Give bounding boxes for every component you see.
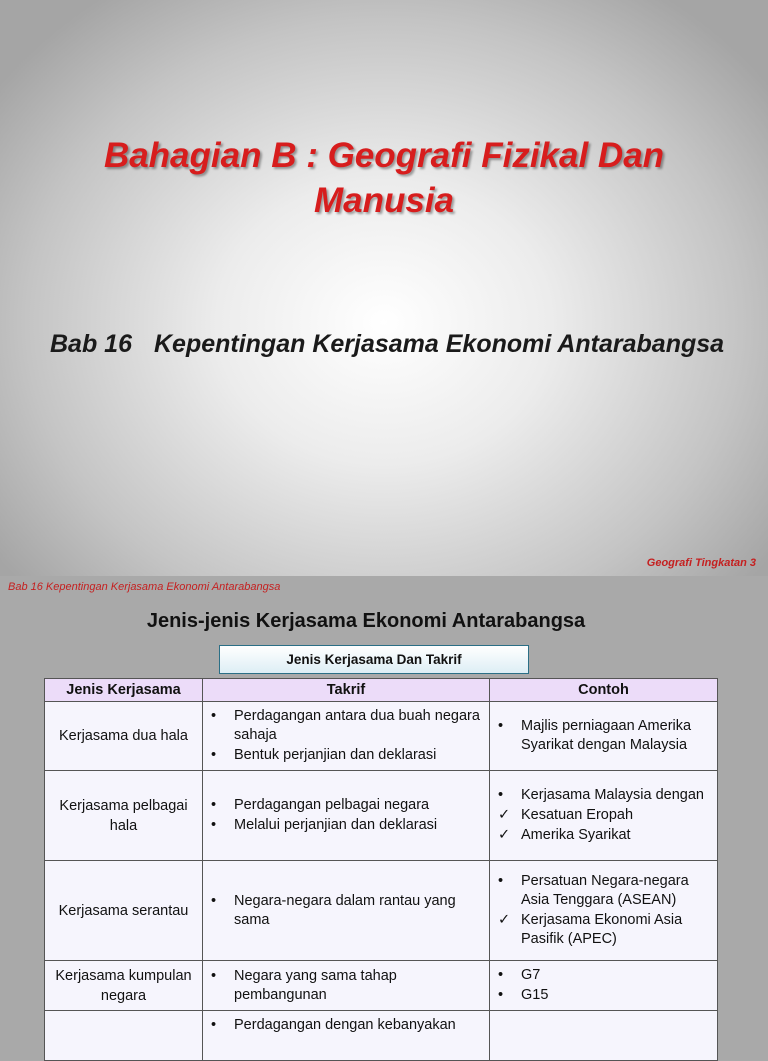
example-cell — [490, 861, 718, 961]
list-item: ✓ Kerjasama Ekonomi Asia Pasifik (APEC) — [498, 912, 683, 947]
bullet-icon: • — [498, 987, 504, 1003]
bullet-icon: • — [498, 787, 504, 803]
cooperation-type: Kerjasama serantau — [45, 861, 203, 961]
cooperation-type: Kerjasama dua hala — [45, 702, 203, 771]
list-item: • Persatuan Negara-negara Asia Tenggara (ASEAN) — [498, 873, 689, 908]
cooperation-type: Kerjasama pelbagai hala — [45, 771, 203, 861]
table-row — [45, 702, 718, 771]
slide-footer: Geografi Tingkatan 3 — [646, 557, 756, 569]
example-cell — [490, 1011, 718, 1061]
column-header: Takrif — [203, 679, 490, 702]
checkmark-icon: ✓ — [498, 807, 511, 823]
definition-cell — [203, 961, 490, 1011]
cooperation-table — [44, 678, 718, 1061]
table-header-row — [45, 679, 718, 702]
column-header: Jenis Kerjasama — [45, 679, 203, 702]
list-item: • Bentuk perjanjian dan deklarasi — [211, 747, 437, 763]
slide-title-line-1: Bahagian B : Geografi Fizikal Dan — [103, 136, 665, 175]
definition-cell — [203, 702, 490, 771]
bullet-icon: • — [211, 892, 217, 909]
table-row — [45, 961, 718, 1011]
example-cell — [490, 702, 718, 771]
table-row — [45, 1011, 718, 1061]
slide-heading: Jenis-jenis Kerjasama Ekonomi Antarabangsa — [146, 610, 586, 632]
bullet-icon: • — [211, 817, 217, 833]
content-slide — [0, 576, 768, 1033]
list-item: • G7 — [498, 967, 541, 983]
bullet-icon: • — [211, 967, 217, 984]
bullet-icon: • — [498, 718, 504, 734]
table-row — [45, 771, 718, 861]
column-header: Contoh — [490, 679, 718, 702]
definition-cell — [203, 771, 490, 861]
list-item: ✓ Amerika Syarikat — [498, 827, 631, 843]
bullet-icon: • — [498, 967, 504, 983]
list-item: • Perdagangan antara dua buah negara sahaja — [211, 708, 480, 743]
slide-title-line-2: Manusia — [313, 181, 455, 220]
checkmark-icon: ✓ — [498, 912, 511, 928]
checkmark-icon: ✓ — [498, 827, 511, 843]
cooperation-type: Kerjasama kumpulan negara — [45, 961, 203, 1011]
list-item: • G15 — [498, 987, 549, 1003]
slide-title — [0, 133, 768, 223]
list-item: • Majlis perniagaan Amerika Syarikat dengan Malaysia — [498, 718, 692, 753]
bullet-icon: • — [211, 1017, 217, 1033]
list-item: • Negara-negara dalam rantau yang sama — [211, 892, 456, 928]
table-caption: Jenis Kerjasama Dan Takrif — [219, 645, 529, 674]
definition-cell — [203, 1011, 490, 1061]
chapter-subtitle — [50, 330, 724, 359]
list-item: • Negara yang sama tahap pembangunan — [211, 967, 397, 1003]
chapter-title: Kepentingan Kerjasama Ekonomi Antarabangsa — [153, 330, 725, 358]
definition-cell — [203, 861, 490, 961]
bullet-icon: • — [498, 873, 504, 889]
list-item: • Perdagangan dengan kebanyakan — [211, 1017, 456, 1033]
bullet-icon: • — [211, 708, 217, 724]
example-cell — [490, 771, 718, 861]
chapter-number: Bab 16 — [50, 330, 132, 358]
list-item: • Perdagangan pelbagai negara — [211, 797, 430, 813]
list-item: • Kerjasama Malaysia dengan — [498, 787, 704, 803]
bullet-icon: • — [211, 747, 217, 763]
table-row — [45, 861, 718, 961]
bullet-icon: • — [211, 797, 217, 813]
list-item: • Melalui perjanjian dan deklarasi — [211, 817, 438, 833]
cooperation-type — [45, 1011, 203, 1061]
list-item: ✓ Kesatuan Eropah — [498, 807, 634, 823]
header-note: Bab 16 Kepentingan Kerjasama Ekonomi Antarabangsa — [8, 581, 281, 593]
example-cell — [490, 961, 718, 1011]
